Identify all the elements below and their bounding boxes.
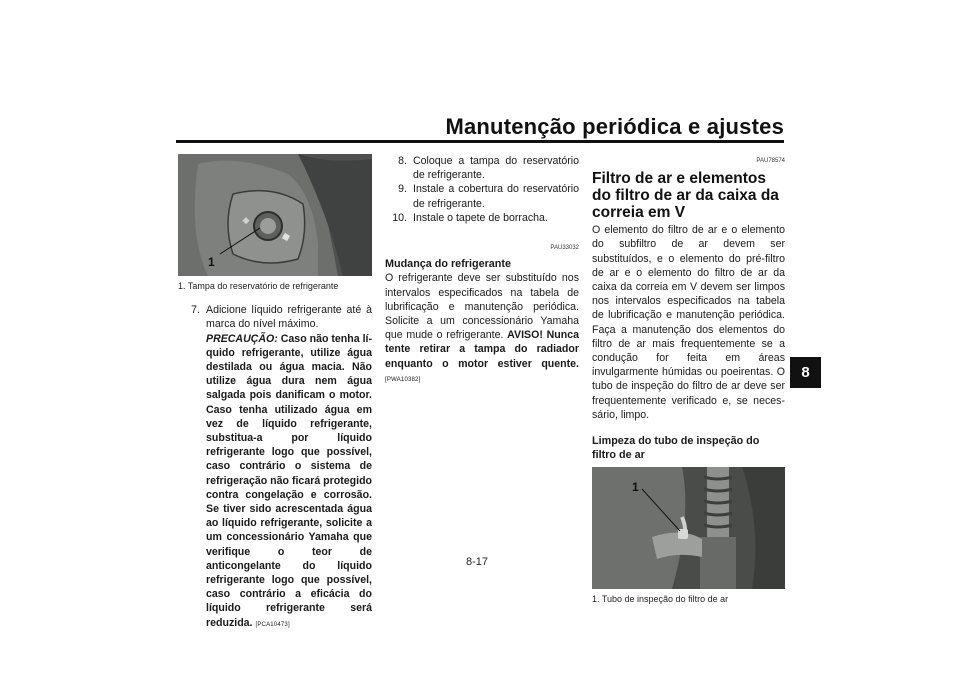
figure-callout-1: 1 xyxy=(632,480,639,495)
section-code: PAU33032 xyxy=(550,245,579,252)
step-text: Coloque a tampa do reservatório de refrigerante. xyxy=(413,155,579,182)
step-8 xyxy=(385,154,579,182)
step-text: Adicione líquido refrigerante até à marca do nível máximo. xyxy=(206,304,372,331)
air-filter-body: O elemento do filtro de ar e o elemento do subfiltro de ar devem ser substituídos, e o elemento do pré-filtro de ar e o elemento do filtro de ar da caixa da correia em V devem ser limpos nos intervalos especificados na tabela de lubrificação e manutenção periódica. Faça a manutenção dos elementos do filtro de ar mais frequentemente se a condução for feita em áreas invulgarmente húmidas ou poeirentas. O tubo de inspeção do filtro de ar deve ser frequentemente verificado e, se necessário, limpo. xyxy=(592,224,785,421)
section-heading-coolant-change: Mudança do refrigerante xyxy=(385,258,511,271)
inspection-hose-illustration xyxy=(592,467,785,589)
step-number: 8. xyxy=(398,155,407,167)
inspection-hose-figure xyxy=(592,467,785,589)
section-code: PAU78574 xyxy=(756,158,785,164)
coolant-change-text xyxy=(385,271,579,387)
page-title: Manutenção periódica e ajustes xyxy=(445,114,784,139)
column-right xyxy=(592,154,785,617)
step-number: 7. xyxy=(191,304,200,317)
caution-text: Caso não tenha líquido refrigerante, utilize água destilada ou água macia. Não utilize água dura nem água salgada pois danificam o motor. Caso tenha utilizado água em vez de líquido refrigerante, substitua-a por líquido refrigerante logo que possível, caso contrário o sistema de refrigeração não ficará protegido contra congelação e corrosão. Se tiver sido acrescentada água ao líquido refrigerante, solicite a um concessionário Yamaha que verifique o teor de anticongelante do líquido refrigerante logo que possível, caso contrário a eficácia do líquido refrigerante será reduzida. xyxy=(206,332,373,629)
page-number: 8-17 xyxy=(466,556,489,568)
step-10 xyxy=(385,211,579,225)
step-text: Instale o tapete de borracha. xyxy=(413,211,548,224)
step-text: Instale a cobertura do reservatório de refrigerante. xyxy=(413,183,579,210)
figure-callout-1: 1 xyxy=(208,255,215,269)
coolant-reservoir-illustration xyxy=(178,154,372,276)
column-middle xyxy=(385,154,579,387)
coolant-change-body: O refrigerante deve ser substituído nos intervalos especificados na tabela de lubrificação e manutenção periódica. Solicite a um concessionário Yamaha que mude o refrigerante. xyxy=(385,272,579,342)
step-9 xyxy=(385,182,579,210)
column-left xyxy=(178,154,372,632)
subheading-inspection-hose: Limpeza do tubo de inspeção do filtro de ar xyxy=(592,435,760,462)
coolant-reservoir-cap-figure xyxy=(178,154,372,276)
title-rule xyxy=(176,140,784,143)
step-number: 9. xyxy=(398,183,407,196)
warning-text: AVISO! Nunca tente retirar a tampa do radiador enquanto o motor estiver quente. xyxy=(385,329,579,370)
figure-caption: 1. Tubo de inspeção do filtro de ar xyxy=(592,594,729,605)
step-number: 10. xyxy=(392,211,407,224)
figure-caption: 1. Tampa do reservatório de refrigerante xyxy=(178,281,339,291)
step-7 xyxy=(178,303,372,331)
chapter-tab: 8 xyxy=(790,357,821,388)
warning-code: [PWA10382] xyxy=(385,376,421,383)
caution-lead: PRECAUÇÃO: xyxy=(206,332,278,345)
section-heading-air-filter: Filtro de ar e elementos do filtro de ar da caixa da correia em V xyxy=(592,170,779,222)
caution-code: [PCA10473] xyxy=(255,621,290,628)
caution-block xyxy=(206,332,372,632)
